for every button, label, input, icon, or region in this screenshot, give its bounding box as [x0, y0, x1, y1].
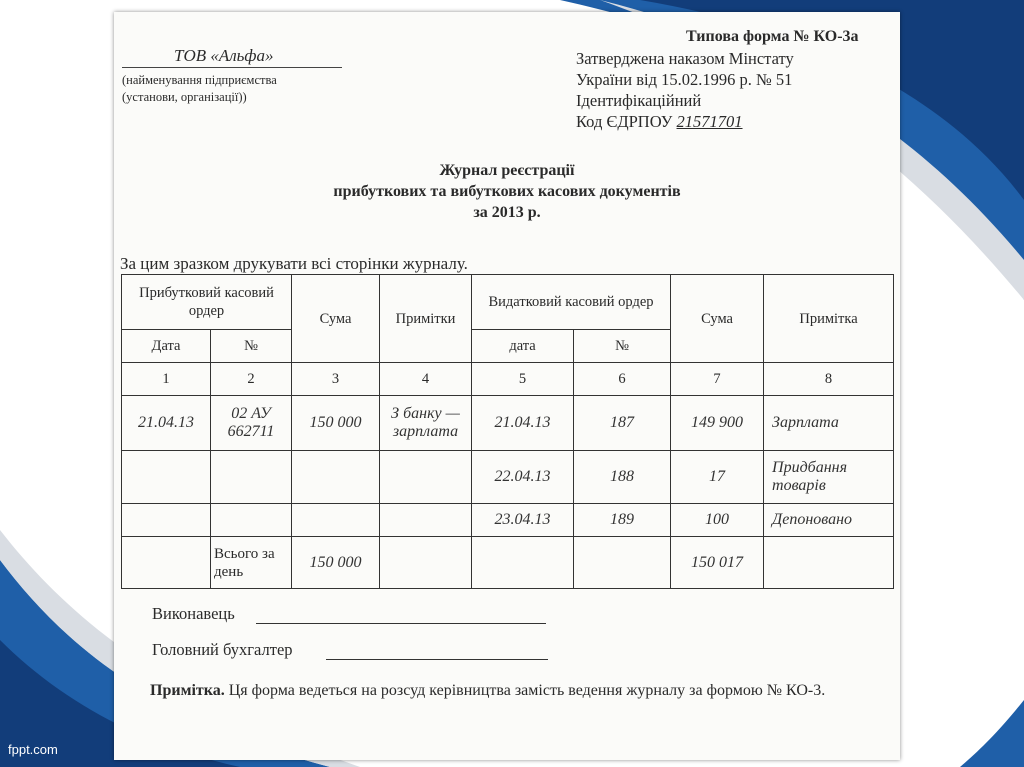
- total-row: [122, 537, 894, 589]
- table-row: [122, 504, 894, 537]
- date-header: Дата: [122, 330, 211, 363]
- income-date-cell: [122, 451, 211, 504]
- journal-title: [114, 160, 900, 223]
- sum2-header: Сума: [671, 275, 764, 363]
- column-number: 8: [764, 363, 894, 396]
- organization-caption-line1: (найменування підприємства: [122, 73, 277, 87]
- total-empty-cell: [472, 537, 574, 589]
- total-empty-cell: [122, 537, 211, 589]
- executor-label: Виконавець: [152, 604, 235, 623]
- expense-date-cell: 21.04.13: [472, 396, 574, 451]
- remark: [150, 680, 894, 701]
- notes-header: Примітки: [380, 275, 472, 363]
- organization-underline: [122, 67, 342, 68]
- journal-title-line1: Журнал реєстрації: [439, 162, 575, 179]
- income-date-cell: 21.04.13: [122, 396, 211, 451]
- expense-sum-cell: 17: [671, 451, 764, 504]
- register-table: [121, 274, 894, 589]
- table-row: [122, 396, 894, 451]
- notes-cell: З банку — зарплата: [380, 396, 472, 451]
- number2-header: №: [574, 330, 671, 363]
- journal-title-line3: за 2013 р.: [473, 204, 541, 221]
- column-number: 2: [211, 363, 292, 396]
- column-number-row: [122, 363, 894, 396]
- journal-title-line2: прибуткових та вибуткових касових документів: [333, 183, 681, 200]
- chief-accountant-signature-line: [326, 659, 548, 660]
- approval-line1: Затверджена наказом Мінстату: [576, 49, 794, 68]
- income-number-cell: 02 АУ 662711: [211, 396, 292, 451]
- total-empty-cell: [764, 537, 894, 589]
- income-sum-cell: [292, 451, 380, 504]
- executor-signature-line: [256, 623, 546, 624]
- note-header: Примітка: [764, 275, 894, 363]
- form-approval: [576, 48, 794, 132]
- watermark: fppt.com: [8, 742, 58, 757]
- number-header: №: [211, 330, 292, 363]
- expense-sum-cell: 149 900: [671, 396, 764, 451]
- approval-line2: України від 15.02.1996 р. № 51: [576, 70, 793, 89]
- total-empty-cell: [380, 537, 472, 589]
- total-empty-cell: [574, 537, 671, 589]
- organization-caption: [122, 72, 277, 106]
- income-sum-cell: 150 000: [292, 396, 380, 451]
- approval-line3: Ідентифікаційний: [576, 91, 702, 110]
- print-note: За цим зразком друкувати всі сторінки журналу.: [120, 254, 468, 273]
- remark-label: Примітка.: [150, 682, 225, 699]
- header-row-1: [122, 275, 894, 330]
- edrpou-label: Код ЄДРПОУ: [576, 112, 677, 131]
- income-order-header: Прибутковий касовий ордер: [122, 275, 292, 330]
- income-number-cell: [211, 451, 292, 504]
- date2-header: дата: [472, 330, 574, 363]
- column-number: 7: [671, 363, 764, 396]
- document-sheet: [114, 12, 900, 760]
- total-expense-sum: 150 017: [671, 537, 764, 589]
- expense-number-cell: 187: [574, 396, 671, 451]
- edrpou-code: [576, 111, 794, 132]
- income-date-cell: [122, 504, 211, 537]
- column-number: 1: [122, 363, 211, 396]
- column-number: 4: [380, 363, 472, 396]
- expense-date-cell: 22.04.13: [472, 451, 574, 504]
- table-row: [122, 451, 894, 504]
- form-title: Типова форма № КО-3а: [686, 28, 859, 45]
- notes-cell: [380, 451, 472, 504]
- total-income-sum: 150 000: [292, 537, 380, 589]
- notes-cell: [380, 504, 472, 537]
- remark-text: Ця форма ведеться на розсуд керівництва замість ведення журналу за формою № КО-3.: [224, 682, 826, 699]
- edrpou-value: 21571701: [676, 112, 743, 131]
- column-number: 3: [292, 363, 380, 396]
- sum-header: Сума: [292, 275, 380, 363]
- organization-name: ТОВ «Альфа»: [174, 46, 274, 65]
- column-number: 6: [574, 363, 671, 396]
- organization-caption-line2: (установи, організації)): [122, 90, 247, 104]
- income-number-cell: [211, 504, 292, 537]
- note-cell: Придбання товарів: [764, 451, 894, 504]
- column-number: 5: [472, 363, 574, 396]
- note-cell: Депоновано: [764, 504, 894, 537]
- expense-date-cell: 23.04.13: [472, 504, 574, 537]
- expense-number-cell: 188: [574, 451, 671, 504]
- note-cell: Зарплата: [764, 396, 894, 451]
- total-label: Всього за день: [211, 537, 292, 589]
- expense-order-header: Видатковий касовий ордер: [472, 275, 671, 330]
- expense-sum-cell: 100: [671, 504, 764, 537]
- chief-accountant-label: Головний бухгалтер: [152, 640, 293, 659]
- income-sum-cell: [292, 504, 380, 537]
- expense-number-cell: 189: [574, 504, 671, 537]
